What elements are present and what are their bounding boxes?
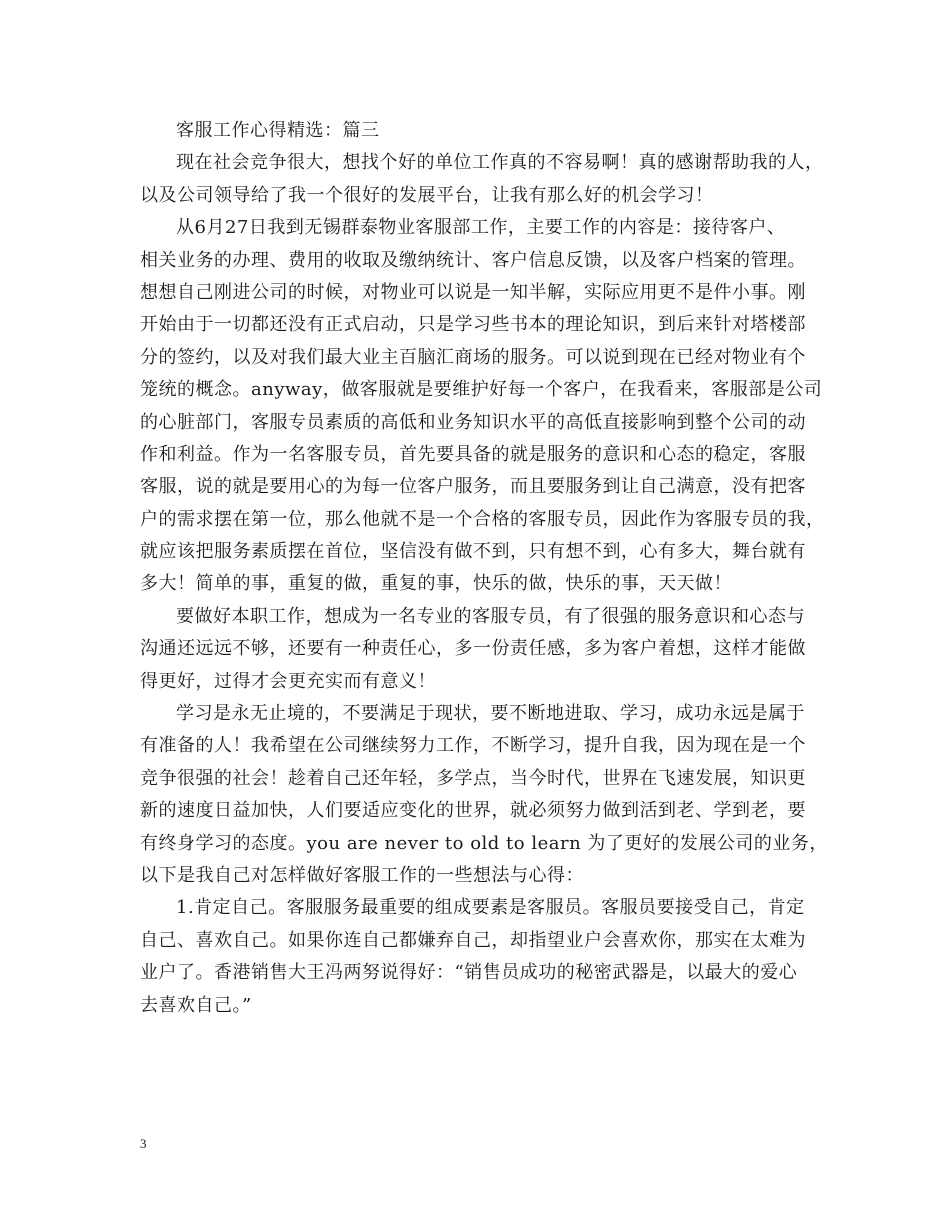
text-line: 从6月27日我到无锡群泰物业客服部工作，主要工作的内容是：接待客户、 (176, 217, 786, 239)
text-line: 笼统的概念。anyway，做客服就是要维护好每一个客户，在我看来，客服部是公司 (140, 379, 823, 401)
text-line: 新的速度日益加快，人们要适应变化的世界，就必须努力做到活到老、学到老，要 (140, 800, 806, 822)
document-body (140, 115, 830, 1022)
text-line: 想想自己刚进公司的时候，对物业可以说是一知半解，实际应用更不是件小事。刚 (140, 281, 806, 303)
text-line: 以下是我自己对怎样做好客服工作的一些想法与心得： (140, 864, 584, 886)
text-line: 作和利益。作为一名客服专员，首先要具备的就是服务的意识和心态的稳定，客服 (140, 443, 806, 465)
text-line: 要做好本职工作，想成为一名专业的客服专员，有了很强的服务意识和心态与 (176, 605, 805, 627)
text-line: 现在社会竞争很大，想找个好的单位工作真的不容易啊！真的感谢帮助我的人， (176, 152, 824, 174)
text-line: 户的需求摆在第一位，那么他就不是一个合格的客服专员，因此作为客服专员的我， (140, 508, 825, 530)
text-line: 去喜欢自己。” (140, 994, 252, 1016)
text-line: 自己、喜欢自己。如果你连自己都嫌弃自己，却指望业户会喜欢你，那实在太难为 (140, 929, 806, 951)
text-line: 多大！简单的事，重复的做，重复的事，快乐的做，快乐的事，天天做！ (140, 573, 732, 595)
text-line: 的心脏部门，客服专员素质的高低和业务知识水平的高低直接影响到整个公司的动 (140, 411, 806, 433)
text-line: 1.肯定自己。客服服务最重要的组成要素是客服员。客服员要接受自己，肯定 (176, 897, 805, 919)
text-line: 有终身学习的态度。you are never to old to learn 为了更好的发展公司的业务， (140, 832, 828, 854)
text-line: 以及公司领导给了我一个很好的发展平台，让我有那么好的机会学习！ (140, 184, 714, 206)
text-line: 相关业务的办理、费用的收取及缴纳统计、客户信息反馈，以及客户档案的管理。 (140, 249, 806, 271)
page-number: 3 (140, 1136, 147, 1151)
text-line: 沟通还远远不够，还要有一种责任心，多一份责任感，多为客户着想，这样才能做 (140, 638, 806, 660)
text-line: 分的签约，以及对我们最大业主百脑汇商场的服务。可以说到现在已经对物业有个 (140, 346, 806, 368)
text-line: 就应该把服务素质摆在首位，坚信没有做不到，只有想不到，心有多大，舞台就有 (140, 541, 806, 563)
section-heading: 客服工作心得精选：篇三 (176, 120, 380, 141)
text-line: 学习是永无止境的，不要满足于现状，要不断地进取、学习，成功永远是属于 (176, 703, 805, 725)
text-line: 竞争很强的社会！趁着自己还年轻，多学点，当今时代，世界在飞速发展，知识更 (140, 767, 806, 789)
text-line: 客服，说的就是要用心的为每一位客户服务，而且要服务到让自己满意，没有把客 (140, 476, 806, 498)
text-line: 开始由于一切都还没有正式启动，只是学习些书本的理论知识，到后来针对塔楼部 (140, 314, 806, 336)
text-line: 得更好，过得才会更充实而有意义！ (140, 670, 436, 692)
text-line: 有准备的人！我希望在公司继续努力工作，不断学习，提升自我，因为现在是一个 (140, 735, 806, 757)
text-line: 业户了。香港销售大王冯两努说得好：“销售员成功的秘密武器是，以最大的爱心 (140, 962, 798, 984)
